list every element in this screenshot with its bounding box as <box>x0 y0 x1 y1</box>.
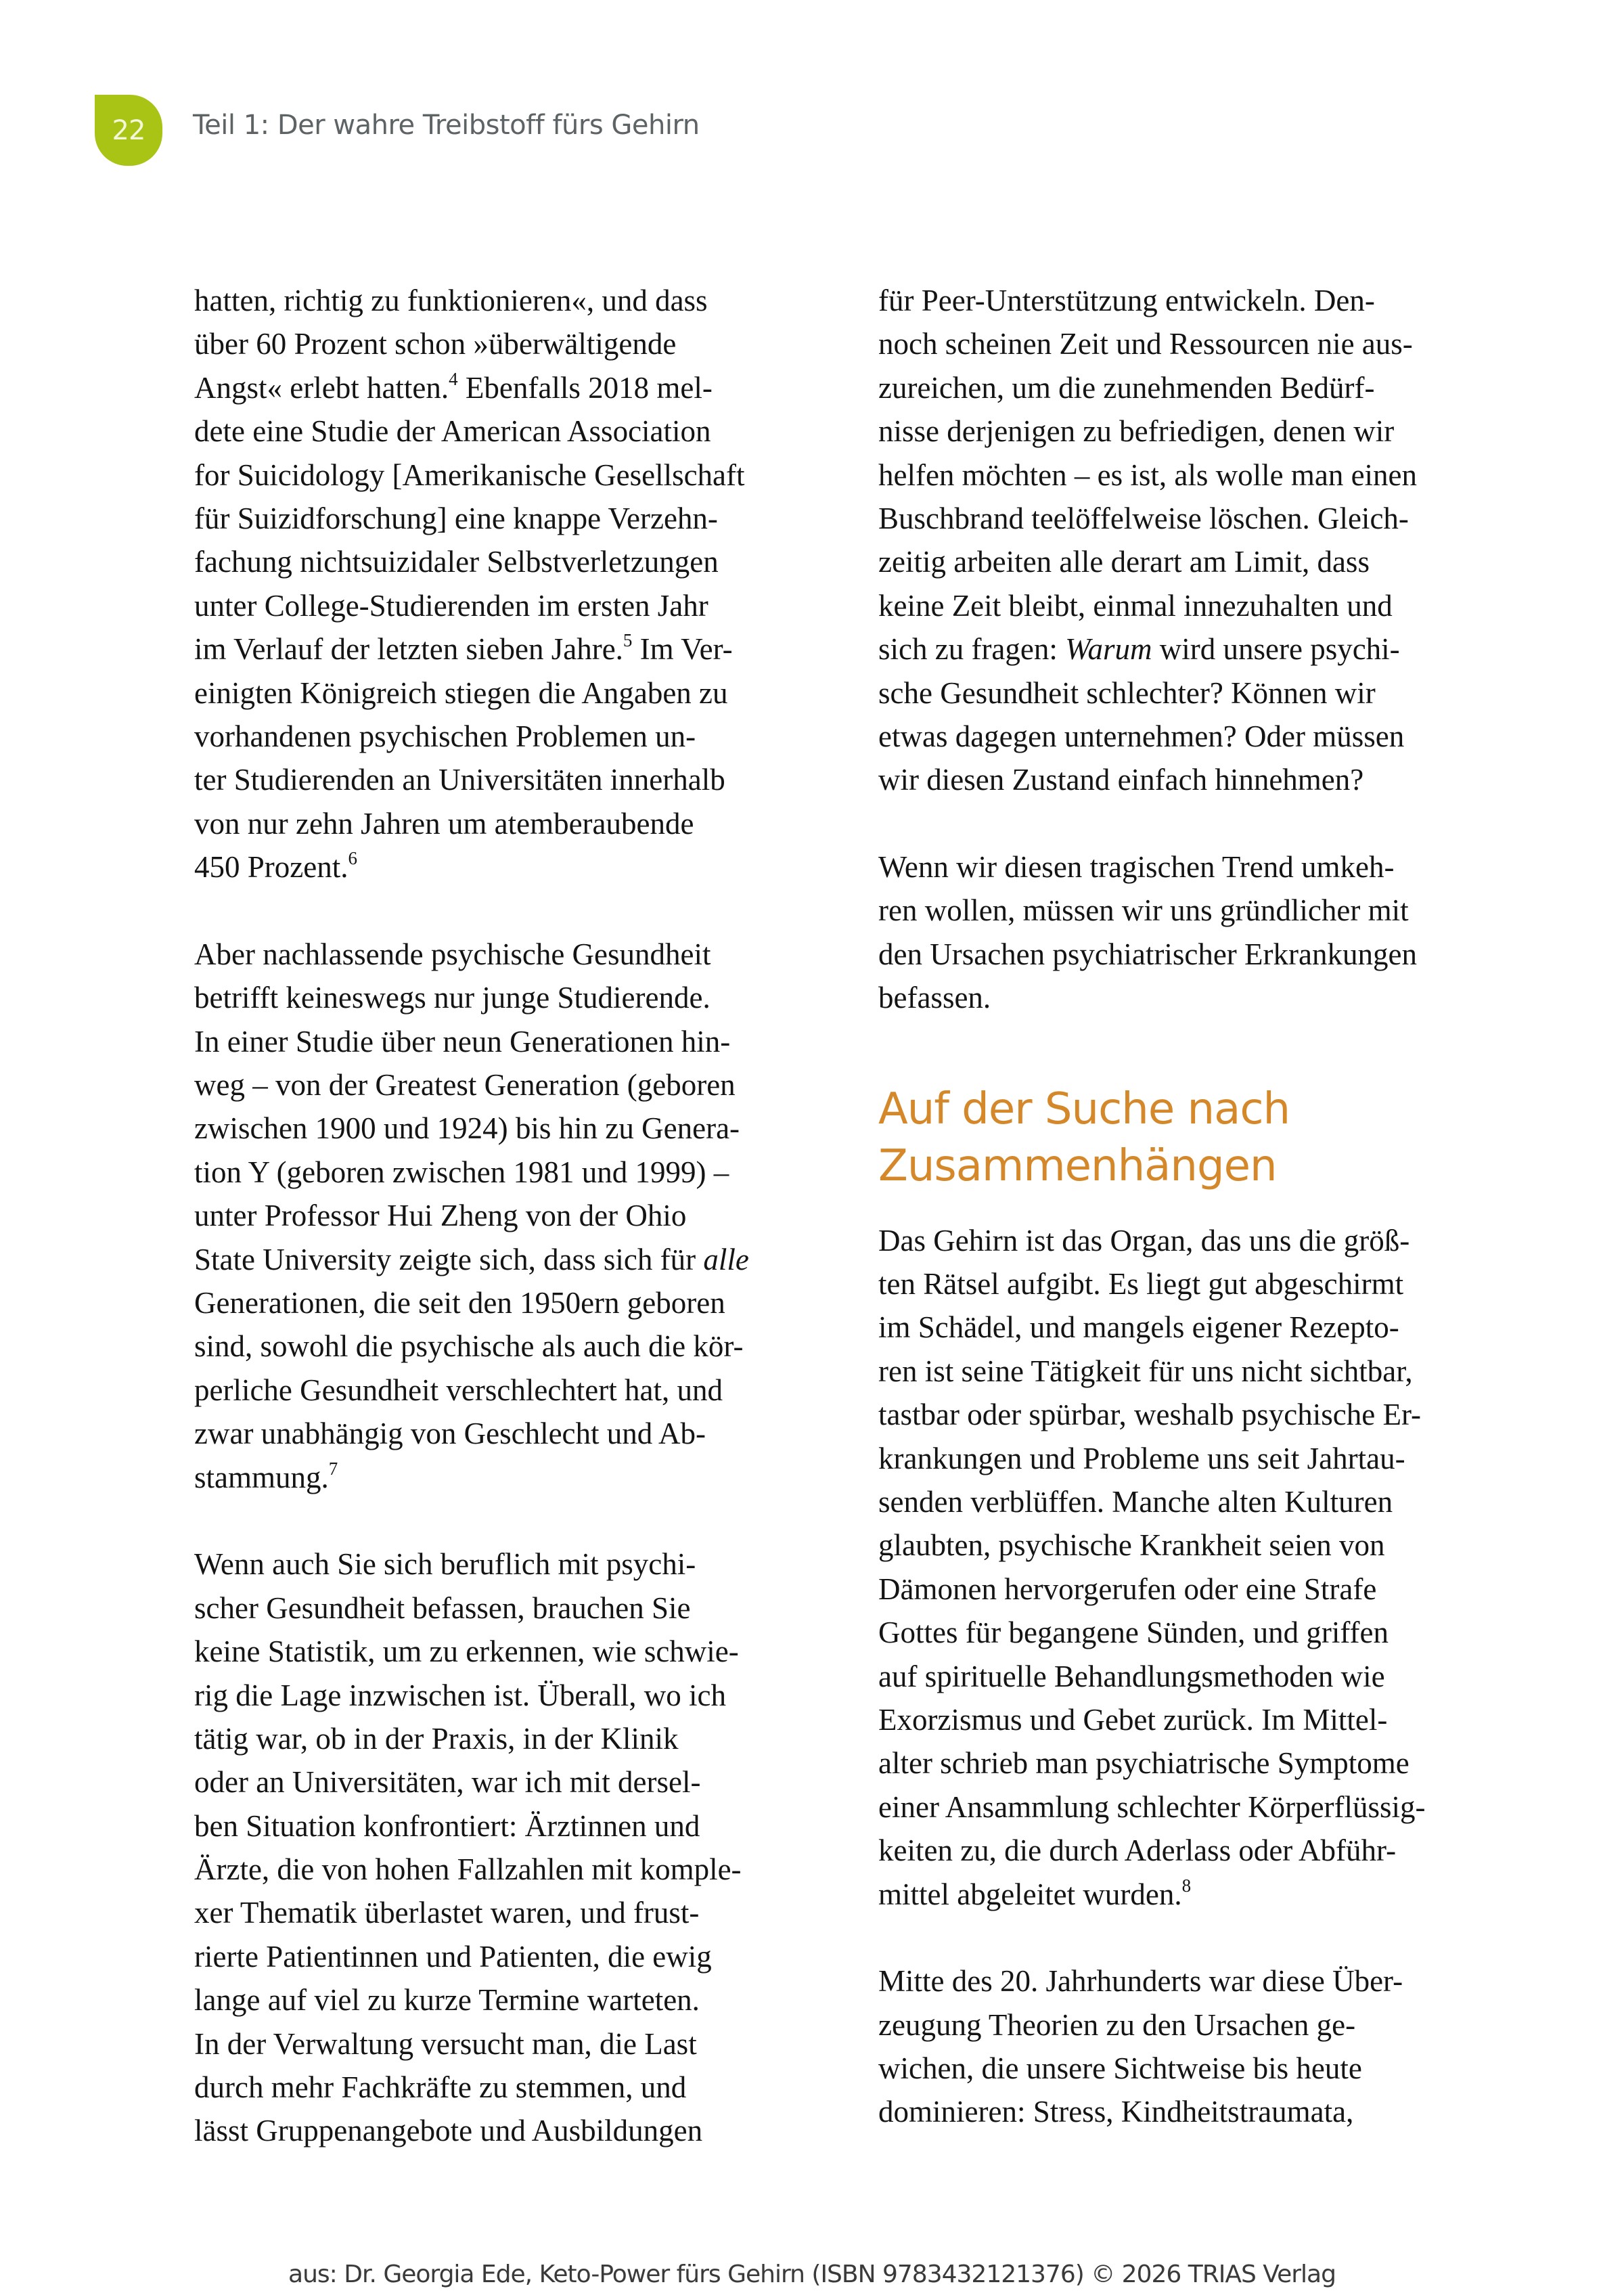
right-column <box>878 279 1508 2134</box>
paragraph <box>878 1959 1508 2134</box>
text-fragment: wird unsere psychi- <box>1152 632 1400 667</box>
text-line: etwas dagegen unternehmen? Oder müssen <box>878 719 1405 753</box>
text-line: zeugung Theorien zu den Ursachen ge- <box>878 2007 1356 2042</box>
text-line <box>194 1456 824 1499</box>
text-line <box>878 1873 1508 1916</box>
text-line: ren wollen, müssen wir uns gründlicher mit <box>878 893 1409 928</box>
text-line: dominieren: Stress, Kindheitstraumata, <box>878 2095 1354 2129</box>
section-gap <box>878 1020 1508 1081</box>
text-fragment: 450 Prozent. <box>194 850 348 885</box>
source-footer: aus: Dr. Georgia Ede, Keto-Power fürs Gehirn (ISBN 9783432121376) © 2026 TRIAS Verlag <box>288 2261 1336 2288</box>
text-line: wir diesen Zustand einfach hinnehmen? <box>878 763 1364 797</box>
footnote-ref[interactable]: 8 <box>1181 1875 1192 1896</box>
text-line: vorhandenen psychischen Problemen un- <box>194 719 696 753</box>
text-line: befassen. <box>878 981 991 1015</box>
text-line: ben Situation konfrontiert: Ärztinnen und <box>194 1808 700 1843</box>
text-line: den Ursachen psychiatrischer Erkrankungen <box>878 937 1417 971</box>
text-line: unter College-Studierenden im ersten Jahr <box>194 588 708 623</box>
text-line: ren ist seine Tätigkeit für uns nicht sichtbar, <box>878 1354 1413 1388</box>
paragraph-gap <box>878 802 1508 845</box>
text-line: Dämonen hervorgerufen oder eine Strafe <box>878 1572 1377 1606</box>
running-head: Teil 1: Der wahre Treibstoff fürs Gehirn <box>193 110 700 141</box>
text-line: Buschbrand teelöffelweise löschen. Gleich- <box>878 501 1409 535</box>
text-line: xer Thematik überlastet waren, und frust- <box>194 1896 700 1930</box>
paragraph <box>194 279 824 889</box>
text-line: Wenn wir diesen tragischen Trend umkeh- <box>878 850 1395 885</box>
text-line: hatten, richtig zu funktionieren«, und dass <box>194 284 708 317</box>
text-line: perliche Gesundheit verschlechtert hat, und <box>194 1373 723 1407</box>
text-line: tion Y (geboren zwischen 1981 und 1999) – <box>194 1155 729 1189</box>
text-line: krankungen und Probleme uns seit Jahrtau- <box>878 1441 1405 1475</box>
text-fragment: im Verlauf der letzten sieben Jahre. <box>194 632 623 667</box>
text-line: zwischen 1900 und 1924) bis hin zu Genera- <box>194 1111 740 1146</box>
paragraph-gap <box>194 889 824 932</box>
text-line: sind, sowohl die psychische als auch die kör- <box>194 1329 744 1364</box>
footnote-ref[interactable]: 5 <box>623 630 633 651</box>
page-number-badge <box>95 95 162 166</box>
section-heading <box>878 1081 1508 1195</box>
text-line: unter Professor Hui Zheng von der Ohio <box>194 1199 687 1233</box>
text-fragment: mittel abgeleitet wurden. <box>878 1877 1182 1911</box>
heading-line: Auf der Suche nach <box>878 1084 1290 1134</box>
text-line: noch scheinen Zeit und Ressourcen nie aus- <box>878 327 1413 361</box>
text-line: weg – von der Greatest Generation (geboren <box>194 1068 736 1103</box>
text-line: rierte Patientinnen und Patienten, die ewig <box>194 1939 712 1974</box>
footnote-ref[interactable]: 4 <box>449 368 458 389</box>
text-line: senden verblüffen. Manche alten Kulturen <box>878 1484 1393 1519</box>
text-line: In der Verwaltung versucht man, die Last <box>194 2026 697 2061</box>
text-line: alter schrieb man psychiatrische Symptome <box>878 1746 1409 1781</box>
text-line: wichen, die unsere Sichtweise bis heute <box>878 2051 1362 2086</box>
text-fragment: Im Ver- <box>632 632 733 667</box>
paragraph-gap <box>194 1499 824 1542</box>
text-line: zureichen, um die zunehmenden Bedürf- <box>878 370 1375 405</box>
text-line: keine Zeit bleibt, einmal innezuhalten und <box>878 588 1393 623</box>
text-line: tätig war, ob in der Praxis, in der Klinik <box>194 1721 679 1756</box>
paragraph-gap <box>878 1916 1508 1959</box>
page-number: 22 <box>112 114 145 146</box>
text-line: nisse derjenigen zu befriedigen, denen wir <box>878 414 1395 449</box>
text-line: Mitte des 20. Jahrhunderts war diese Über- <box>878 1964 1403 1999</box>
text-line: von nur zehn Jahren um atemberaubende <box>194 806 694 841</box>
text-line: zeitig arbeiten alle derart am Limit, dass <box>878 545 1370 579</box>
text-line <box>194 1238 824 1281</box>
text-line: Aber nachlassende psychische Gesundheit <box>194 937 711 971</box>
text-line: keiten zu, die durch Aderlass oder Abführ- <box>878 1833 1397 1868</box>
emphasis: Warum <box>1065 632 1152 667</box>
text-line: fachung nichtsuizidaler Selbstverletzungen <box>194 545 719 579</box>
left-column <box>194 279 824 2153</box>
text-line: für Suizidforschung] eine knappe Verzehn- <box>194 501 718 535</box>
text-line <box>194 366 824 409</box>
text-line: über 60 Prozent schon »überwältigende <box>194 327 677 361</box>
paragraph <box>194 1542 824 2152</box>
text-line: for Suicidology [Amerikanische Gesellschaft <box>194 458 745 492</box>
text-fragment: State University zeigte sich, dass sich für <box>194 1242 704 1276</box>
text-line: im Schädel, und mangels eigener Rezepto- <box>878 1310 1399 1345</box>
footnote-ref[interactable]: 7 <box>328 1458 338 1479</box>
text-line: sche Gesundheit schlechter? Können wir <box>878 675 1376 710</box>
text-line: scher Gesundheit befassen, brauchen Sie <box>194 1590 691 1625</box>
paragraph <box>878 279 1508 802</box>
text-line: einigten Königreich stiegen die Angaben zu <box>194 675 728 710</box>
text-line: dete eine Studie der American Association <box>194 414 711 449</box>
text-line <box>194 845 824 889</box>
text-line: oder an Universitäten, war ich mit dersel- <box>194 1765 701 1800</box>
emphasis: alle <box>703 1242 749 1276</box>
text-line: für Peer-Unterstützung entwickeln. Den- <box>878 284 1375 317</box>
paragraph <box>194 933 824 1499</box>
text-line: einer Ansammlung schlechter Körperflüssig- <box>878 1789 1426 1824</box>
text-line: In einer Studie über neun Generationen hin- <box>194 1024 731 1059</box>
text-line: tastbar oder spürbar, weshalb psychische Er- <box>878 1398 1422 1432</box>
text-fragment: sich zu fragen: <box>878 632 1066 667</box>
text-line: helfen möchten – es ist, als wolle man einen <box>878 458 1418 492</box>
text-line: rig die Lage inzwischen ist. Überall, wo ich <box>194 1678 727 1712</box>
text-line: ter Studierenden an Universitäten innerhalb <box>194 763 725 797</box>
text-line: lange auf viel zu kurze Termine warteten. <box>194 1983 700 2018</box>
text-line: Das Gehirn ist das Organ, das uns die größ- <box>878 1223 1410 1257</box>
text-line: auf spirituelle Behandlungsmethoden wie <box>878 1659 1385 1693</box>
text-line: Ärzte, die von hohen Fallzahlen mit komple- <box>194 1852 742 1887</box>
text-line: betrifft keineswegs nur junge Studierende. <box>194 981 710 1015</box>
text-line: zwar unabhängig von Geschlecht und Ab- <box>194 1417 706 1451</box>
footnote-ref[interactable]: 6 <box>348 848 357 869</box>
text-line: durch mehr Fachkräfte zu stemmen, und <box>194 2070 687 2105</box>
text-fragment: Angst« erlebt hatten. <box>194 370 449 405</box>
text-line: Wenn auch Sie sich beruflich mit psychi- <box>194 1547 696 1582</box>
text-line: Gottes für begangene Sünden, und griffen <box>878 1616 1389 1650</box>
text-line: lässt Gruppenangebote und Ausbildungen <box>194 2114 703 2148</box>
text-line: ten Rätsel aufgibt. Es liegt gut abgeschirmt <box>878 1267 1404 1301</box>
text-fragment: Ebenfalls 2018 mel- <box>457 370 713 405</box>
text-fragment: stammung. <box>194 1460 329 1494</box>
text-line: glaubten, psychische Krankheit seien von <box>878 1528 1385 1563</box>
text-line: keine Statistik, um zu erkennen, wie schwie- <box>194 1634 739 1669</box>
paragraph <box>878 1219 1508 1916</box>
heading-line: Zusammenhängen <box>878 1140 1277 1191</box>
paragraph <box>878 845 1508 1020</box>
text-line <box>878 627 1508 671</box>
text-line: Exorzismus und Gebet zurück. Im Mittel- <box>878 1702 1388 1737</box>
text-line <box>194 627 824 671</box>
text-line: Generationen, die seit den 1950ern geboren <box>194 1285 725 1320</box>
